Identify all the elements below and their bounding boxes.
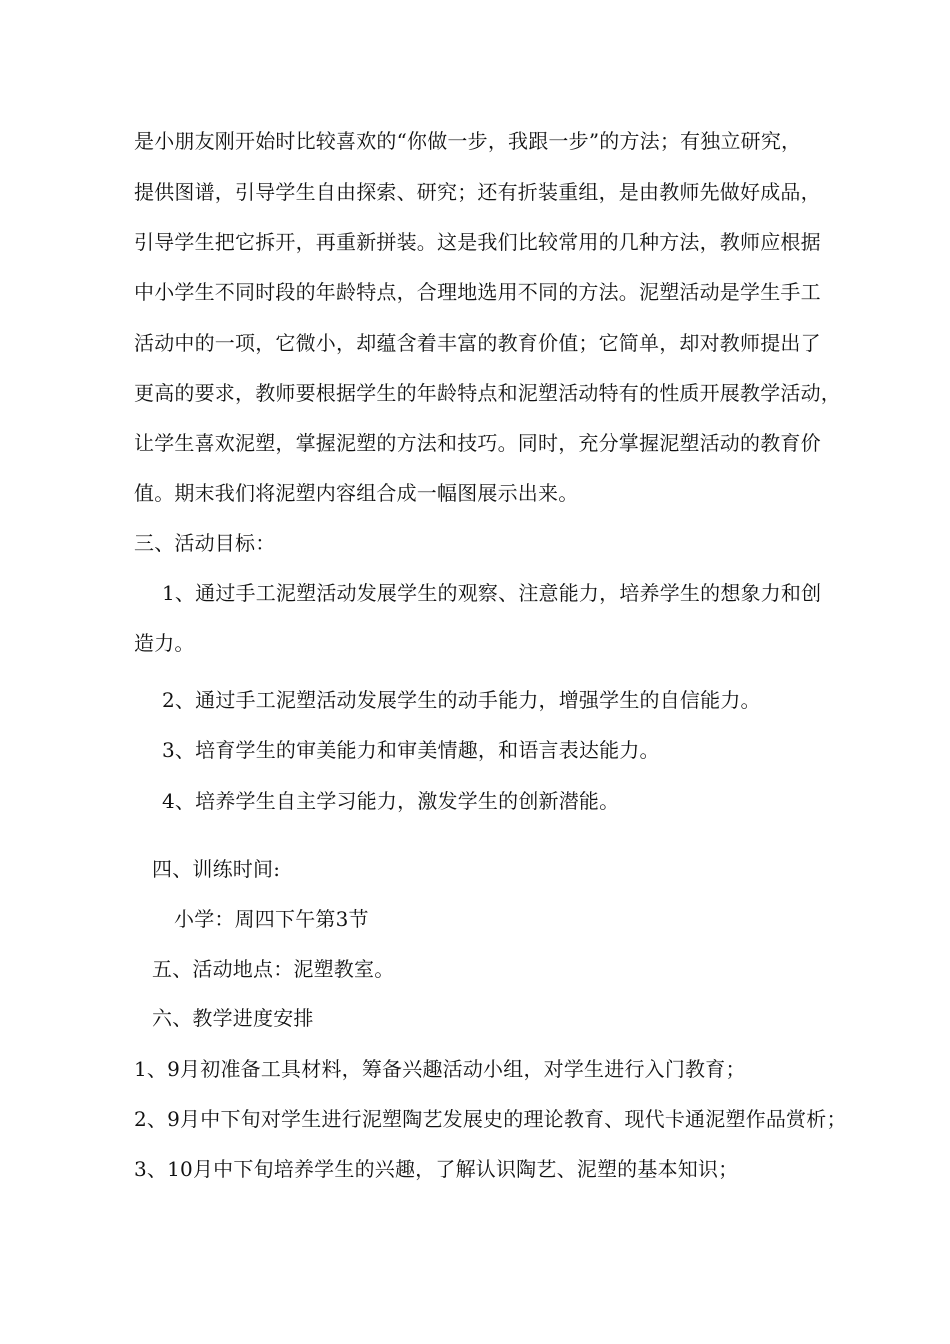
goal-2: 2、通过手工泥塑活动发展学生的动手能力，增强学生的自信能力。: [162, 688, 761, 712]
intro-line-3: 引导学生把它拆开，再重新拼装。这是我们比较常用的几种方法，教师应根据: [134, 230, 821, 254]
schedule-item-2: 2、9月中下旬对学生进行泥塑陶艺发展史的理论教育、现代卡通泥塑作品赏析；: [134, 1107, 847, 1131]
intro-line-6: 更高的要求，教师要根据学生的年龄特点和泥塑活动特有的性质开展教学活动，: [134, 381, 841, 405]
schedule-item-1: 1、9月初准备工具材料，筹备兴趣活动小组，对学生进行入门教育；: [134, 1057, 746, 1081]
section-5-heading: 五、活动地点：泥塑教室。: [152, 957, 395, 981]
intro-line-4: 中小学生不同时段的年龄特点，合理地选用不同的方法。泥塑活动是学生手工: [134, 280, 821, 304]
goal-4: 4、培养学生自主学习能力，激发学生的创新潜能。: [162, 789, 620, 813]
section-6-heading: 六、教学进度安排: [152, 1006, 314, 1030]
intro-line-8: 值。期末我们将泥塑内容组合成一幅图展示出来。: [134, 481, 579, 505]
section-4-detail: 小学：周四下午第3节: [174, 907, 369, 931]
section-3-heading: 三、活动目标：: [134, 531, 276, 555]
goal-1-line-2: 造力。: [134, 631, 195, 655]
intro-line-7: 让学生喜欢泥塑，掌握泥塑的方法和技巧。同时，充分掌握泥塑活动的教育价: [134, 431, 821, 455]
goal-3: 3、培育学生的审美能力和审美情趣，和语言表达能力。: [162, 738, 660, 762]
schedule-item-3: 3、10月中下旬培养学生的兴趣，了解认识陶艺、泥塑的基本知识；: [134, 1157, 739, 1181]
intro-line-2: 提供图谱，引导学生自由探索、研究；还有折装重组，是由教师先做好成品，: [134, 180, 821, 204]
intro-line-5: 活动中的一项，它微小，却蕴含着丰富的教育价值；它简单，却对教师提出了: [134, 331, 821, 355]
intro-line-1: 是小朋友刚开始时比较喜欢的“你做一步，我跟一步”的方法；有独立研究，: [134, 129, 802, 153]
section-4-heading: 四、训练时间:: [152, 857, 281, 881]
goal-1-line-1: 1、通过手工泥塑活动发展学生的观察、注意能力，培养学生的想象力和创: [162, 581, 822, 605]
